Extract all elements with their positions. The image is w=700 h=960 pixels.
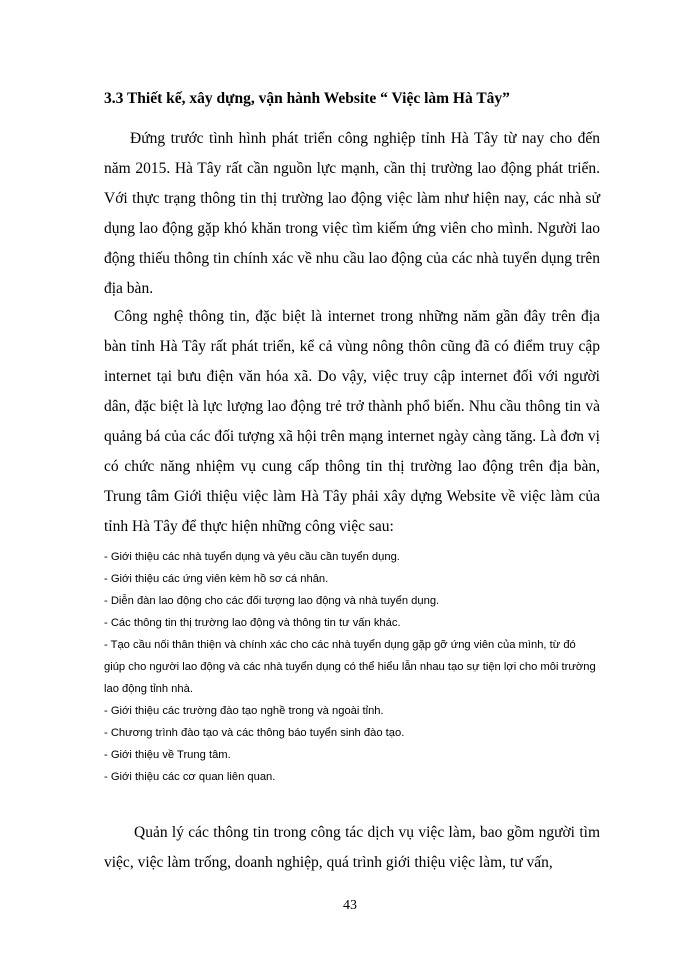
list-item: - Các thông tin thị trường lao động và thông tin tư vấn khác.	[104, 617, 401, 629]
paragraph-intro: Đứng trước tình hình phát triển công nghiệp tỉnh Hà Tây từ nay cho đến năm 2015. Hà Tây rất cần nguồn lực mạnh, cần thị trường lao động phát triển. Với thực trạng thông tin thị trường lao động việc làm như hiện nay, các nhà sử dụng lao động gặp khó khăn trong việc tìm kiếm ứng viên cho mình. Người lao động thiếu thông tin chính xác về nhu cầu lao động của các nhà tuyển dụng trên địa bàn.	[104, 130, 600, 297]
tasks-list	[104, 546, 598, 788]
list-item: - Giới thiệu các nhà tuyển dụng và yêu cầu cần tuyển dụng.	[104, 551, 400, 563]
list-item: - Giới thiệu các ứng viên kèm hồ sơ cá nhân.	[104, 573, 329, 585]
list-item: - Tạo cầu nối thân thiện và chính xác cho các nhà tuyển dụng gặp gỡ ứng viên của mình, từ đó giúp cho người lao động và các nhà tuyển dụng có thể hiểu lẫn nhau tạo sự tiện lợi cho môi trường lao động tỉnh nhà.	[104, 639, 596, 695]
paragraph-internet: Công nghệ thông tin, đặc biệt là internet trong những năm gần đây trên địa bàn tỉnh Hà Tây rất phát triển, kể cả vùng nông thôn cũng đã có điểm truy cập internet tại bưu điện văn hóa xã. Do vậy, việc truy cập internet đối với người dân, đặc biệt là lực lượng lao động trẻ trở thành phổ biến. Nhu cầu thông tin và quảng bá của các đối tượng xã hội trên mạng internet ngày càng tăng. Là đơn vị có chức năng nhiệm vụ cung cấp thông tin thị trường lao động trên địa bàn, Trung tâm Giới thiệu việc làm Hà Tây phải xây dựng Website về việc làm của tỉnh Hà Tây để thực hiện những công việc sau:	[104, 308, 600, 535]
list-item: - Giới thiệu các trường đào tạo nghề trong và ngoài tỉnh.	[104, 705, 384, 717]
list-item: - Diễn đàn lao động cho các đối tượng lao động và nhà tuyển dụng.	[104, 595, 440, 607]
list-item: - Giới thiệu các cơ quan liên quan.	[104, 771, 276, 783]
paragraph-management: Quản lý các thông tin trong công tác dịch vụ việc làm, bao gồm người tìm việc, việc làm trống, doanh nghiệp, quá trình giới thiệu việc làm, tư vấn,	[104, 824, 600, 871]
section-heading: 3.3 Thiết kế, xây dựng, vận hành Website “ Việc làm Hà Tây”	[104, 90, 510, 107]
list-item: - Chương trình đào tạo và các thông báo tuyển sinh đào tạo.	[104, 727, 405, 739]
list-item: - Giới thiệu về Trung tâm.	[104, 749, 231, 761]
page-number: 43	[343, 898, 357, 913]
